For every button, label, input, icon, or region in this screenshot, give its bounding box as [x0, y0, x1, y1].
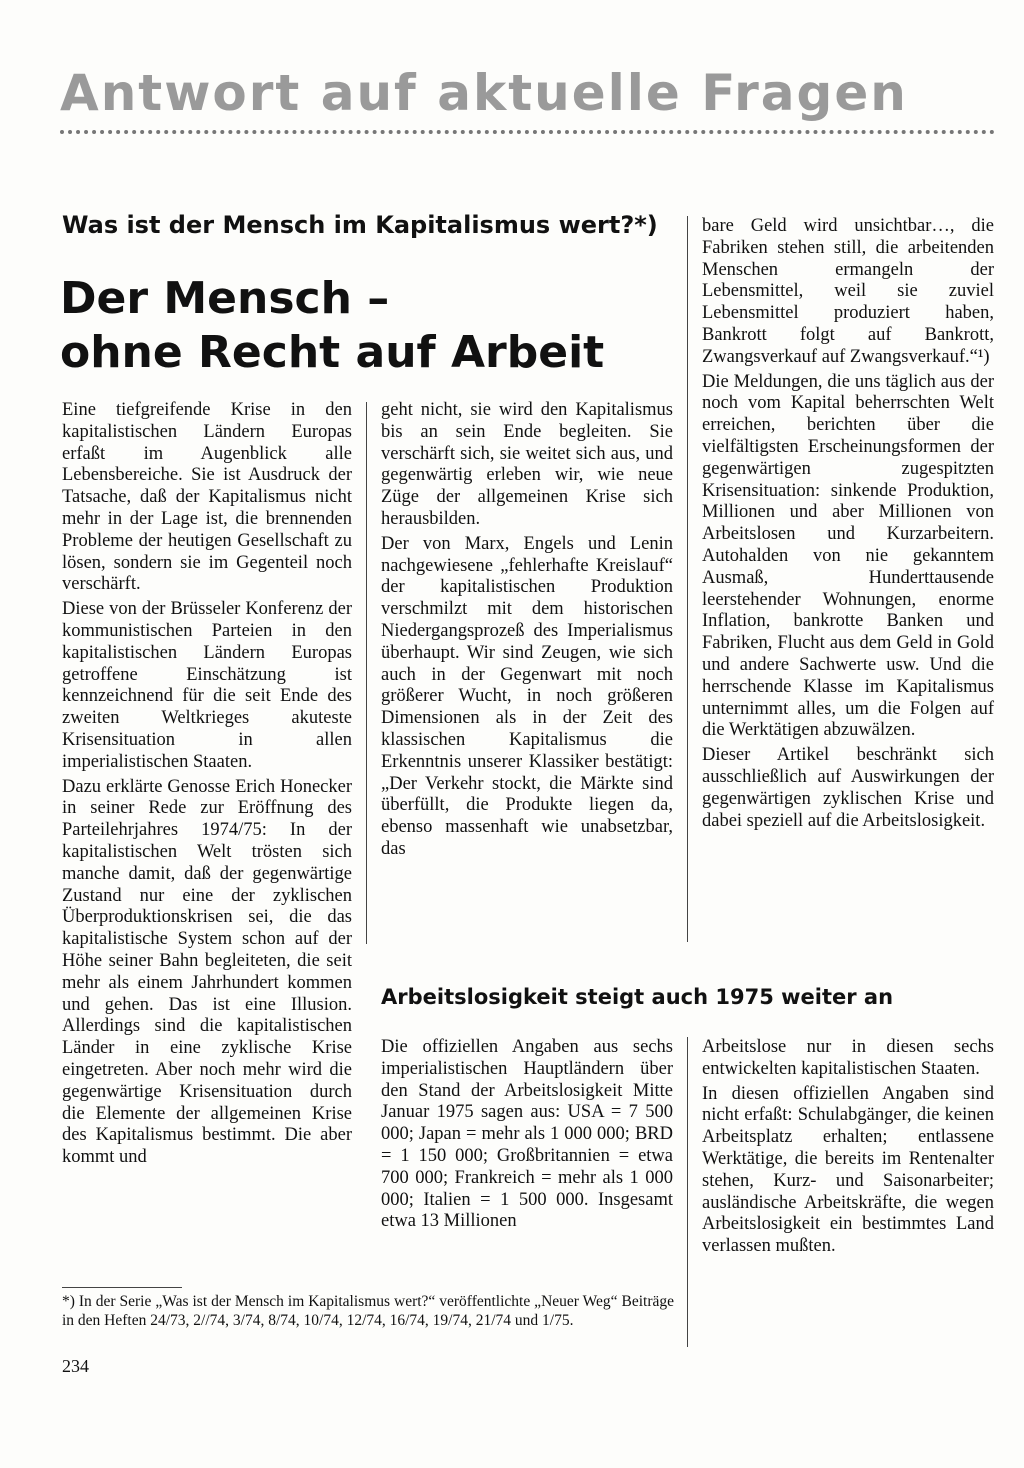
- article-headline: [60, 272, 660, 380]
- section-subheading: Arbeitslosigkeit steigt auch 1975 weiter an: [381, 985, 894, 1009]
- article-kicker: Was ist der Mensch im Kapitalismus wert?*): [62, 211, 658, 239]
- paragraph: Eine tiefgreifende Krise in den kapitalistischen Ländern Europas erfaßt im Augenblick alle Lebensbereiche. Sie ist Ausdruck der Tatsache, daß der Kapitalismus nicht mehr in der Lage ist, die brennenden Probleme der heutigen Gesellschaft zu lösen, sondern sie im Gegenteil noch verschärft.: [62, 400, 352, 595]
- header-divider: [60, 130, 995, 134]
- paragraph: Die offiziellen Angaben aus sechs imperialistischen Hauptländern über den Stand der Arbeitslosigkeit Mitte Januar 1975 sagen aus: USA = 7 500 000; Japan = mehr als 1 000 000; BRD = 1 150 000; Großbritannien = etwa 700 000; Frankreich = mehr als 1 000 000; Italien = 1 500 000. Insgesamt etwa 13 Millionen: [381, 1037, 673, 1232]
- column-divider: [687, 1037, 688, 1347]
- paragraph: Der von Marx, Engels und Lenin nachgewiesene „fehlerhafte Kreislauf“ der kapitalistischen Produktion verschmilzt mit dem historischen Niedergangsprozeß des Imperialismus überhaupt. Wir sind Zeugen, wie sich auch in der Gegenwart mit noch größerer Wucht, in noch größeren Dimensionen als in der Zeit des klassischen Kapitalismus die Erkenntnis unserer Klassiker bestätigt: „Der Verkehr stockt, die Märkte sind überfüllt, die Produkte liegen da, ebenso massenhaft wie unabsetzbar, das: [381, 533, 673, 859]
- headline-line-2: ohne Recht auf Arbeit: [60, 327, 605, 378]
- footnote: *) In der Serie „Was ist der Mensch im Kapitalismus wert?“ veröffentlichte „Neuer Weg“ Beiträge in den Heften 24/73, 2//74, 3/74, 8/74, 10/74, 12/74, 16/74, 19/74, 21/74 und 1/75.: [62, 1293, 674, 1329]
- paragraph: Diese von der Brüsseler Konferenz der kommunistischen Parteien in den kapitalistischen Ländern Europas getroffene Einschätzung ist kennzeichnend für die seit Ende des zweiten Weltkrieges akuteste Krisensituation in allen imperialistischen Staaten.: [62, 599, 352, 772]
- article-column-2-lower: [381, 1037, 673, 1236]
- column-divider: [687, 216, 688, 942]
- paragraph: bare Geld wird unsichtbar…, die Fabriken stehen still, die arbeitenden Menschen ermangeln der Lebensmittel, weil sie zuviel Lebensmittel produziert haben, Bankrott folgt auf Bankrott, Zwangsverkauf auf Zwangsverkauf.“¹): [702, 216, 994, 367]
- paragraph: Arbeitslose nur in diesen sechs entwickelten kapitalistischen Staaten.: [702, 1037, 994, 1079]
- headline-line-1: Der Mensch –: [60, 273, 390, 324]
- paragraph: Dieser Artikel beschränkt sich ausschließlich auf Auswirkungen der gegenwärtigen zyklischen Krise und dabei speziell auf die Arbeitslosigkeit.: [702, 745, 994, 831]
- article-column-3-lower: [702, 1037, 994, 1261]
- article-column-3: [702, 216, 994, 835]
- page-number: 234: [62, 1356, 89, 1376]
- paragraph: Dazu erklärte Genosse Erich Honecker in seiner Rede zur Eröffnung des Parteilehrjahres 1974/75: In der kapitalistischen Welt trösten sich manche damit, daß der gegenwärtige Zustand nur eine der zyklischen Überproduktionskrisen sei, die das kapitalistische System schon auf der Höhe seiner Bahn begleiteten, die seit mehr als einem Jahrhundert kommen und gehen. Das ist eine Illusion. Allerdings sind die kapitalistischen Länder in eine zyklische Krise eingetreten. Aber noch mehr wird die gegenwärtige Krisensituation durch die Elemente der allgemeinen Krise des Kapitalismus bestimmt. Die aber kommt und: [62, 776, 352, 1168]
- column-divider: [366, 402, 367, 944]
- section-title: Antwort auf aktuelle Fragen: [60, 64, 908, 122]
- footnote-divider: [62, 1287, 182, 1288]
- article-column-1: [62, 400, 352, 1172]
- article-column-2: [381, 400, 673, 864]
- paragraph: Die Meldungen, die uns täglich aus der noch vom Kapital beherrschten Welt erreichen, berichten über die vielfältigsten Erscheinungsformen der gegenwärtigen zugespitzten Krisensituation: sinkende Produktion, Millionen und aber Millionen von Arbeitslosen und Kurzarbeitern. Autohalden von nie gekanntem Ausmaß, Hunderttausende leerstehender Wohnungen, enorme Inflation, bankrotte Banken und Fabriken, Flucht aus dem Geld in Gold und andere Sachwerte usw. Und die herrschende Klasse im Kapitalismus unternimmt alles, um die Folgen auf die Werktätigen abzuwälzen.: [702, 371, 994, 741]
- paragraph: geht nicht, sie wird den Kapitalismus bis an sein Ende begleiten. Sie verschärft sich, sie weitet sich aus, und gegenwärtig erleben wir, wie neue Züge der allgemeinen Krise sich herausbilden.: [381, 400, 673, 529]
- paragraph: In diesen offiziellen Angaben sind nicht erfaßt: Schulabgänger, die keinen Arbeitsplatz erhalten; entlassene Werktätige, die bereits im Rentenalter stehen, Kurz- und Saisonarbeiter; ausländische Arbeitskräfte, die wegen Arbeitslosigkeit ein bestimmtes Land verlassen mußten.: [702, 1083, 994, 1257]
